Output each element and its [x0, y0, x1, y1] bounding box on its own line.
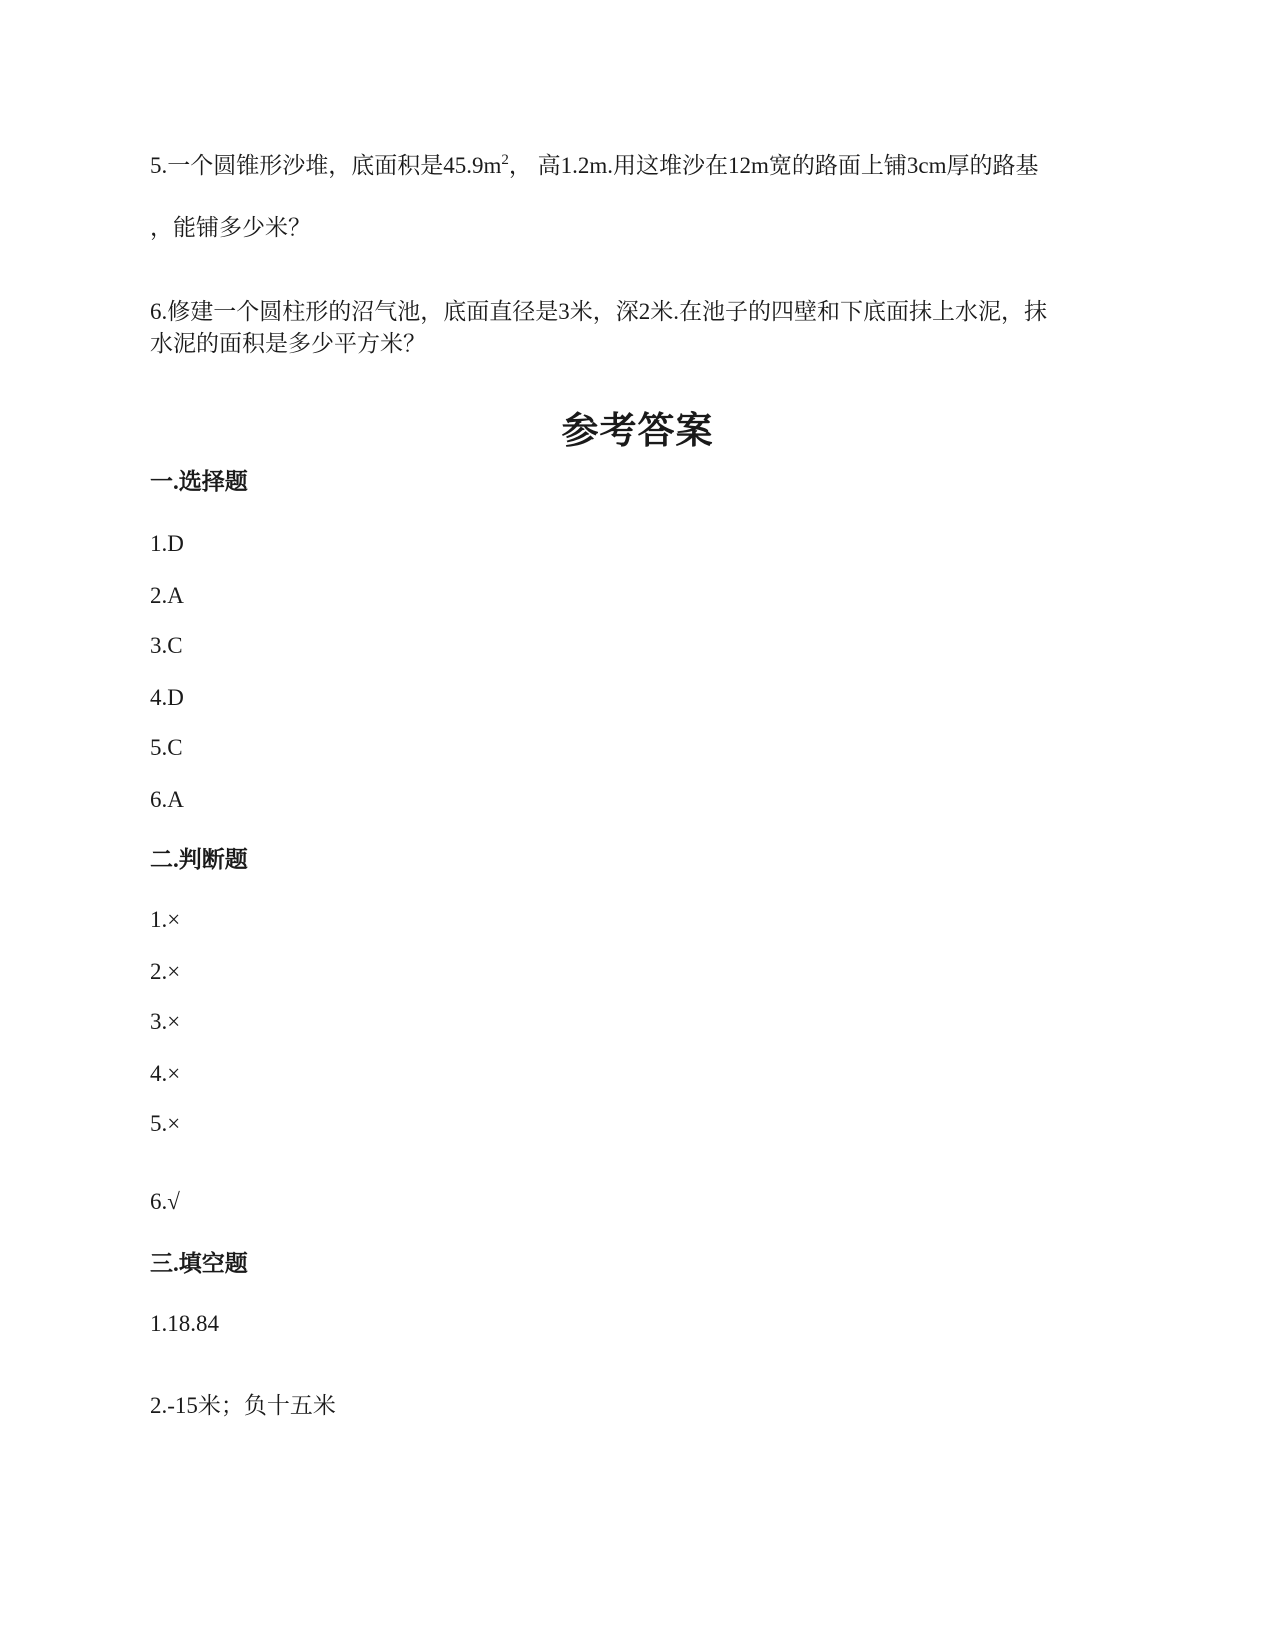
- answer-item: 2.-15米；负十五米: [150, 1393, 336, 1418]
- answer-item: 3.×: [150, 1009, 181, 1034]
- section-heading-fill-in: 三.填空题: [150, 1251, 248, 1276]
- question-5-text-b: ， 高1.2m.用这堆沙在12m宽的路面上铺3cm厚的路基: [508, 153, 1039, 178]
- question-5-line-2: ，能铺多少米？: [150, 215, 311, 240]
- section-heading-choice: 一.选择题: [150, 469, 248, 494]
- answer-item: 1.×: [150, 907, 181, 932]
- answer-item: 4.×: [150, 1061, 181, 1086]
- answer-item: 5.C: [150, 735, 183, 760]
- question-6-line-2: 水泥的面积是多少平方米？: [150, 331, 426, 356]
- answer-item: 6.√: [150, 1189, 180, 1214]
- answer-item: 2.A: [150, 583, 184, 608]
- question-5-line-1: [150, 150, 1039, 182]
- answer-item: 6.A: [150, 787, 184, 812]
- answer-item: 2.×: [150, 959, 181, 984]
- answer-item: 4.D: [150, 685, 184, 710]
- question-5-text-a: 5.一个圆锥形沙堆，底面积是45.9m: [150, 153, 502, 178]
- answer-key-title: 参考答案: [561, 411, 714, 452]
- question-6-line-1: 6.修建一个圆柱形的沼气池，底面直径是3米，深2米.在池子的四壁和下底面抹上水泥，抹: [150, 299, 1047, 324]
- answer-item: 1.D: [150, 531, 184, 556]
- question-5-superscript: 2: [501, 152, 509, 168]
- answer-item: 1.18.84: [150, 1311, 219, 1336]
- answer-item: 5.×: [150, 1111, 181, 1136]
- answer-item: 3.C: [150, 633, 183, 658]
- section-heading-true-false: 二.判断题: [150, 847, 248, 872]
